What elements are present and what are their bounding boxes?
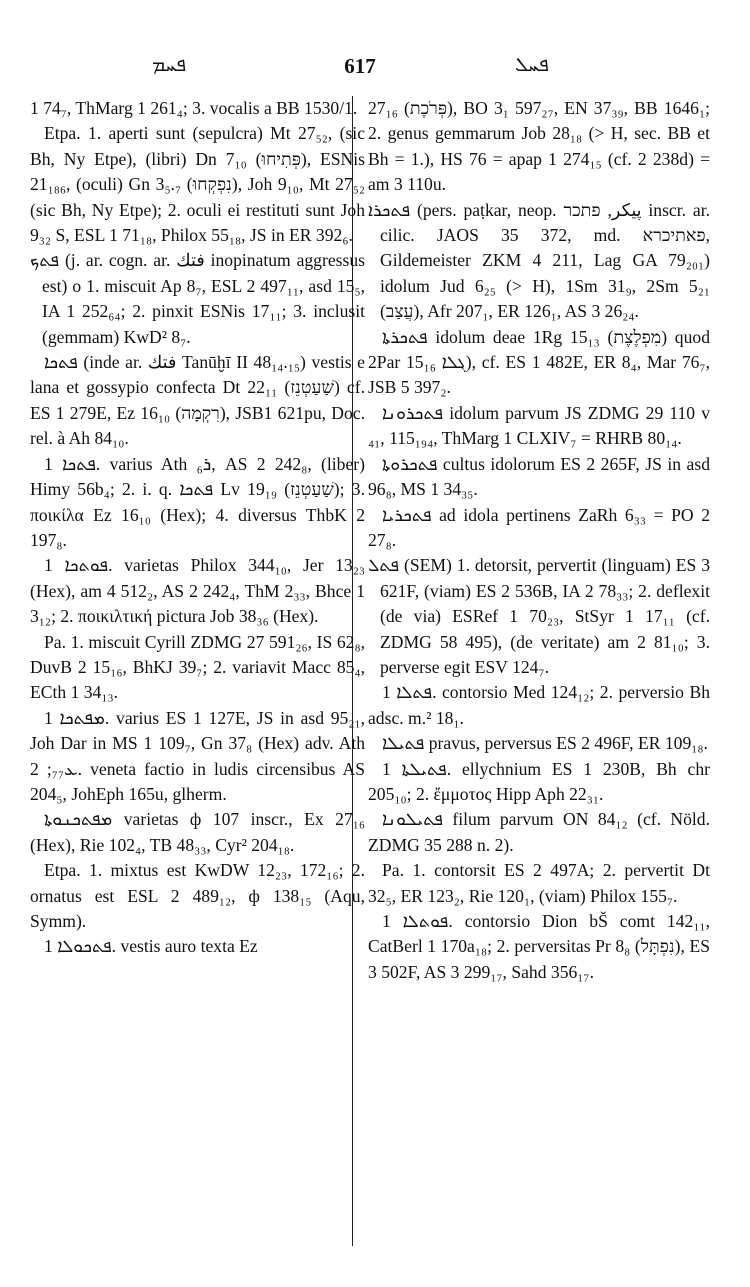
entry: ܦܬܟܪܝܐ ad idola pertinens ZaRh 6₃₃ = PO 2 27₈. [368,504,710,550]
entry: ܦܬܟܪܘܬܐ cultus idolorum ES 2 265F, JS in asd 96₈, MS 1 34₃₅. [368,453,710,500]
entry: ܡܦܬܟܐ 1. varius ES 1 127E, JS in asd 95₂₁, Joh Dar in MS 1 109₇, Gn 37₈ (Hex) adv. Ath ܥ₇₇; 2. veneta factio in ludis circensibus AS 204₅, JohEph 165u, glherm. [30,707,365,804]
entry: Etpa. 1. mixtus est KwDW 12₂₃, 172₁₆; 2. ornatus est ESL 2 489₁₂, ф 138₁₅ (Aqu, Symm). [30,860,365,931]
entry: 27₁₆ (פְּרֹכֶת), BO 3₁ 597₂₇, EN 37₃₉, BB 1646₁; 2. genus gemmarum Job 28₁₈ (> H, sec. BB et Bh = 1.), HS 76 = apap 1 274₁₅ (cf. 2 238d) = am 3 110u. [368,98,710,195]
entry: ܦܬܟܪܬܐ idolum deae 1Rg 15₁₃ (מִפְלֶצֶת) quod 2Par 15₁₆ ܓܠܐ), cf. ES 1 482E, ER 8₄, Mar 76₇, JSB 5 397₂. [368,326,710,398]
entry: ܦܬܟ (j. ar. cogn. ar. فتك inopinatum aggressus est) o 1. miscuit Ap 8₇, ESL 2 497₁₁, asd 15₅, IA 1 252₆₄; 2. pinxit ESNis 17₁₁; 3. inclusit (gemmam) KwD² 8₇. [30,250,365,347]
entry: ܡܦܬܟܢܘܬܐ varietas ф 107 inscr., Ex 27₁₆ (Hex), Rie 102₄, TB 48₃₃, Cyr² 204₁₈. [30,809,365,855]
entry: Etpa. 1. aperti sunt (sepulcra) Mt 27₅₂, (sic Bh, Ny Etpe), (libri) Dn 7₁₀ (פְּתִיחוּ), ESNis 21₁₈₆, (oculi) Gn 3₅.₇ (נִפְקְחוּ), Joh 9₁₀, Mt 27₅₂ (sic Bh, Ny Etpe); 2. oculi ei restituti sunt Joh 9₃₂ S, ESL 1 71₁₈, Philox 55₁₈, JS in ER 392₆. [30,123,365,246]
entry: ܦܬܟܪܘܢܐ idolum parvum JS ZDMG 29 110 v ₄₁, 115₁₉₄, ThMarg 1 CLXIV₇ = RHRB 80₁₄. [368,402,710,449]
entry: ܦܬܟܐ 1. varius Ath ܪ₆, AS 2 242₈, (liber) Himy 56b₄; 2. i. q. ܦܬܟܐ Lv 19₁₉ (שַׁעַטְנֵז); 3. ποικίλα Ez 16₁₀ (Hex); 4. diversus ThbK 2 197₈. [30,453,365,550]
page-header [120,50,620,80]
right-column [368,96,710,985]
entry: ܦܘܬܠܐ 1. contorsio Dion bŠ comt 142₁₁, CatBerl 1 170a₁₈; 2. perversitas Pr 8₈ (נִפְתָּל), ES 3 502F, AS 3 299₁₇, Sahd 356₁₇. [368,911,710,982]
entry: ܦܬܟܐ (inde ar. فتك Tanūḫī II 48₁₄.₁₅) vestis e lana et gossypio confecta Dt 22₁₁ (שַׁעַטְנֵז) cf. ES 1 279E, Ez 16₁₀ (רִקְמָה), JSB1 621pu, Doc. rel. à Ah 84₁₀. [30,352,365,449]
entry: ܦܬܟܘܠܐ 1. vestis auro texta Ez [44,936,258,957]
header-left-word: ܦܚܡ [152,54,187,76]
header-right-word: ܦܚܠ [515,54,549,76]
entry: Pa. 1. contorsit ES 2 497A; 2. pervertit Dt 32₅, ER 123₂, Rie 120₁, (viam) Philox 155₇. [368,860,710,906]
entry: ܦܬܠ (SEM) 1. detorsit, pervertit (linguam) ES 3 621F, (viam) ES 2 536B, IA 2 78₃₃; 2. deflexit (de via) ESRef 1 70₂₃, StSyr 1 17₁₁ (cf. ZDMG 58 495), (de veritate) am 2 81₁₀; 3. perverse egit ESV 124₇. [368,555,710,677]
entry: Pa. 1. miscuit Cyrill ZDMG 27 591₂₆, IS 62₈, DuvB 2 15₁₆, BhKJ 39₇; 2. variavit Macc 85₄, ECth 1 34₁₃. [30,631,365,703]
page-number: 617 [344,54,376,78]
entry: ܦܬܟܪܐ (pers. paṭkar, neop. پیکر, פתכר inscr. ar. cilic. JAOS 35 372, md. פאתיכרא, Gildemeister ZKM 4 211, Lag GA 79₂₀₁) idolum Jud 6₂₅ (> H), 1Sm 31₉, 2Sm 5₂₁ (עֲצַב), Afr 207₁, ER 126₁, AS 3 26₂₄. [368,199,710,322]
entry: ܦܘܬܟܐ 1. varietas Philox 344₁₀, Jer 13₂₃ (Hex), am 4 512₂, AS 2 242₄, ThM 2₃₃, Bhce 1 3₁₂; 2. ποικιλτική pictura Job 38₃₆ (Hex). [30,555,365,627]
left-column [30,96,365,960]
entry: ܦܬܝܠܬܐ 1. ellychnium ES 1 230B, Bh chr 205₁₀; 2. ἔμμοτος Hipp Aph 22₃₁. [368,758,711,804]
entry: ܦܬܝܠܐ pravus, perversus ES 2 496F, ER 109₁₈. [382,733,708,754]
entry: ܦܬܠܐ 1. contorsio Med 124₁₂; 2. perversio Bh adsc. m.² 18₁. [368,682,710,728]
entry: 1 74₇, ThMarg 1 261₄; 3. vocalis a BB 1530/1. [30,98,358,118]
entry: ܦܬܝܠܘܢܐ filum parvum ON 84₁₂ (cf. Nöld. ZDMG 35 288 n. 2). [368,809,710,855]
